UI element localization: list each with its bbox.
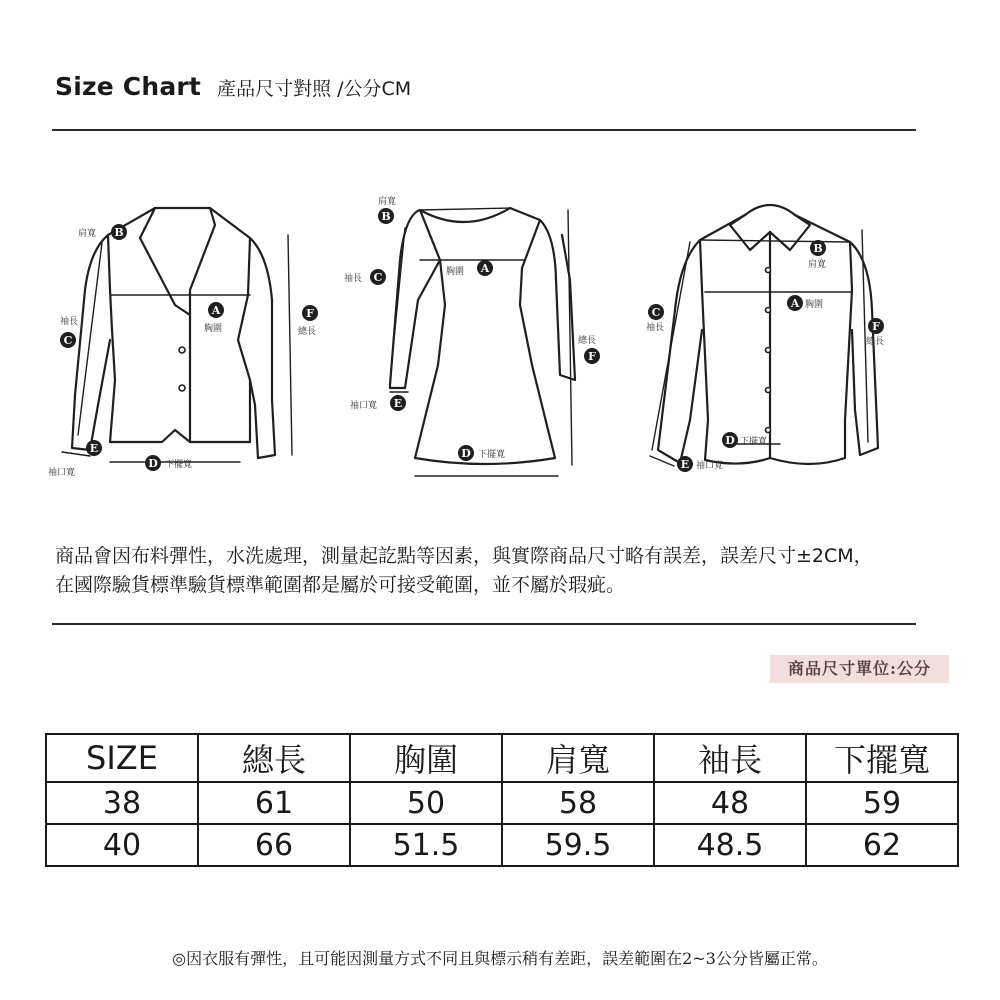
svg-text:A: A xyxy=(480,262,490,275)
marker-a xyxy=(446,260,493,277)
cell-chest: 51.5 xyxy=(350,824,502,866)
svg-text:袖口寬: 袖口寬 xyxy=(696,461,724,471)
svg-text:E: E xyxy=(680,458,690,471)
svg-text:D: D xyxy=(725,434,735,447)
cell-length: 61 xyxy=(198,782,350,824)
svg-text:下擺寬: 下擺寬 xyxy=(478,450,506,460)
garment-diagrams xyxy=(0,180,1000,500)
size-table xyxy=(45,733,959,867)
svg-text:E: E xyxy=(89,442,99,455)
header-hem: 下擺寬 xyxy=(806,734,958,782)
cell-size: 38 xyxy=(46,782,198,824)
marker-f xyxy=(578,334,600,364)
cell-shoulder: 59.5 xyxy=(502,824,654,866)
svg-text:袖長: 袖長 xyxy=(646,323,665,333)
svg-text:A: A xyxy=(790,297,800,310)
marker-b xyxy=(808,240,826,270)
svg-text:胸圍: 胸圍 xyxy=(204,324,223,334)
table-header-row xyxy=(46,734,958,782)
svg-text:B: B xyxy=(114,226,124,239)
footnote: ◎因衣服有彈性，且可能因測量方式不同且與標示稍有差距，誤差範圍在2~3公分皆屬正常。 xyxy=(172,949,828,968)
marker-b xyxy=(378,195,396,224)
cell-sleeve: 48 xyxy=(654,782,806,824)
svg-text:B: B xyxy=(813,242,823,255)
header-length: 總長 xyxy=(198,734,350,782)
svg-text:D: D xyxy=(148,457,158,470)
header-shoulder: 肩寬 xyxy=(502,734,654,782)
header-size: SIZE xyxy=(46,734,198,782)
svg-text:C: C xyxy=(373,271,383,284)
svg-text:下擺寬: 下擺寬 xyxy=(165,460,193,470)
svg-text:肩寬: 肩寬 xyxy=(808,260,827,270)
svg-text:A: A xyxy=(211,304,221,317)
marker-d xyxy=(722,432,767,448)
cell-hem: 59 xyxy=(806,782,958,824)
marker-c xyxy=(344,269,386,285)
page-title: Size Chart xyxy=(55,72,202,101)
svg-text:胸圍: 胸圍 xyxy=(805,300,824,310)
marker-c xyxy=(646,304,664,333)
svg-text:C: C xyxy=(651,306,661,319)
jacket-diagram xyxy=(40,180,340,500)
marker-f xyxy=(298,305,318,337)
svg-text:總長: 總長 xyxy=(298,327,317,337)
marker-d xyxy=(145,455,192,471)
unit-badge: 商品尺寸單位:公分 xyxy=(770,655,949,683)
svg-text:C: C xyxy=(63,334,73,347)
svg-text:B: B xyxy=(381,210,391,223)
divider-bottom xyxy=(52,623,916,625)
svg-text:總長: 總長 xyxy=(866,337,885,347)
disclaimer-note xyxy=(55,542,873,600)
svg-text:袖口寬: 袖口寬 xyxy=(350,401,378,411)
svg-text:F: F xyxy=(872,320,880,333)
marker-e xyxy=(350,395,406,411)
cell-length: 66 xyxy=(198,824,350,866)
cell-hem: 62 xyxy=(806,824,958,866)
svg-text:下擺寬: 下擺寬 xyxy=(740,437,768,447)
page-subtitle: 產品尺寸對照 /公分CM xyxy=(217,78,412,100)
svg-text:袖口寬: 袖口寬 xyxy=(48,468,76,478)
svg-text:肩寬: 肩寬 xyxy=(78,229,97,239)
cell-shoulder: 58 xyxy=(502,782,654,824)
note-line-2: 在國際驗貨標準驗貨標準範圍都是屬於可接受範圍，並不屬於瑕疵。 xyxy=(55,574,626,596)
note-line-1: 商品會因布料彈性，水洗處理，測量起訖點等因素，與實際商品尺寸略有誤差，誤差尺寸±2CM， xyxy=(55,545,873,567)
svg-text:肩寬: 肩寬 xyxy=(378,197,397,207)
cell-size: 40 xyxy=(46,824,198,866)
divider-top xyxy=(52,129,916,131)
svg-text:胸圍: 胸圍 xyxy=(446,267,465,277)
svg-text:總長: 總長 xyxy=(578,336,597,346)
marker-e xyxy=(48,440,102,478)
table-row xyxy=(46,824,958,866)
marker-a xyxy=(204,302,224,334)
svg-text:F: F xyxy=(306,307,314,320)
svg-text:E: E xyxy=(393,397,403,410)
svg-text:F: F xyxy=(588,350,596,363)
shirt-diagram xyxy=(630,180,930,500)
marker-b xyxy=(78,224,127,240)
table-row xyxy=(46,782,958,824)
cell-sleeve: 48.5 xyxy=(654,824,806,866)
marker-a xyxy=(787,295,823,311)
cell-chest: 50 xyxy=(350,782,502,824)
svg-text:袖長: 袖長 xyxy=(344,274,363,284)
svg-text:D: D xyxy=(461,447,471,460)
marker-d xyxy=(458,445,505,461)
header-sleeve: 袖長 xyxy=(654,734,806,782)
dress-diagram xyxy=(330,180,630,500)
header xyxy=(55,72,411,101)
header-chest: 胸圍 xyxy=(350,734,502,782)
marker-f xyxy=(866,318,884,347)
marker-c xyxy=(60,315,78,348)
svg-text:袖長: 袖長 xyxy=(60,317,79,327)
marker-e xyxy=(677,456,723,472)
